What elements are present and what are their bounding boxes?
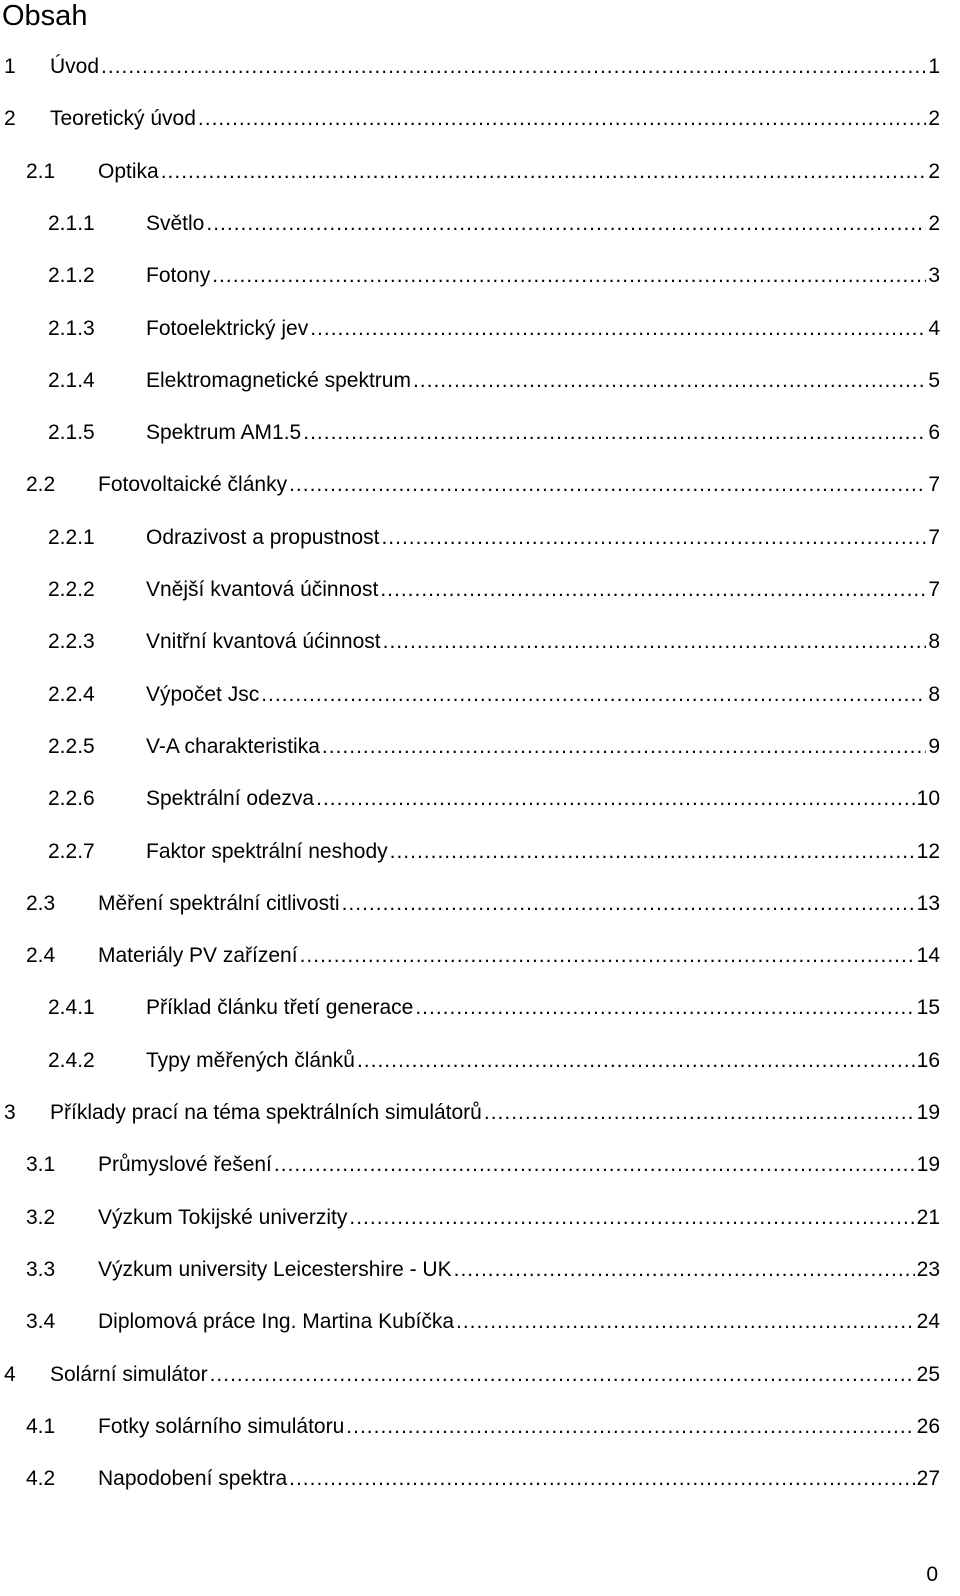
- toc-entry-text: [146, 209, 940, 239]
- toc-entry-text: [98, 889, 940, 919]
- toc-entry-label: Materiály PV zařízení: [98, 944, 298, 967]
- toc-entry-number: 2.3: [26, 892, 56, 915]
- toc-entry-number: 2.4.1: [48, 996, 95, 1019]
- toc-entry-page: 8: [928, 683, 940, 706]
- toc-entry-page: 7: [928, 526, 940, 549]
- toc-entry[interactable]: [0, 209, 940, 239]
- toc-leader-dots: [316, 784, 915, 814]
- toc-entry[interactable]: [0, 784, 940, 814]
- toc-entry[interactable]: [0, 680, 940, 710]
- toc-entry-number: 2.2: [26, 473, 56, 496]
- toc-leader-dots: [310, 314, 926, 344]
- toc-entry[interactable]: [0, 104, 940, 134]
- toc-entry[interactable]: [0, 1255, 940, 1285]
- toc-entry-label: Příklad článku třetí generace: [146, 996, 414, 1019]
- toc-leader-dots: [210, 1360, 915, 1390]
- toc-entry-number: 2.1: [26, 160, 56, 183]
- toc-entry-number: 2.1.1: [48, 212, 95, 235]
- toc-entry-text: [50, 1360, 940, 1390]
- toc-entry-label: V-A charakteristika: [146, 735, 320, 758]
- toc-entry-label: Vnitřní kvantová úćinnost: [146, 630, 381, 653]
- toc-entry[interactable]: [0, 418, 940, 448]
- toc-leader-dots: [206, 209, 926, 239]
- toc-leader-dots: [261, 680, 926, 710]
- toc-leader-dots: [274, 1150, 915, 1180]
- toc-leader-dots: [346, 1412, 914, 1442]
- toc-entry-page: 2: [928, 107, 940, 130]
- toc-entry-page: 19: [916, 1101, 940, 1124]
- toc-entry-text: [146, 837, 940, 867]
- toc-entry-number: 2.2.3: [48, 630, 95, 653]
- toc-entry-label: Fotky solárního simulátoru: [98, 1415, 345, 1438]
- toc-entry[interactable]: [0, 523, 940, 553]
- toc-entry-number: 3.3: [26, 1258, 56, 1281]
- toc-entry-label: Spektrum AM1.5: [146, 421, 302, 444]
- toc-entry-page: 7: [928, 578, 940, 601]
- page-number: 0: [926, 1563, 938, 1586]
- toc-entry-label: Typy měřených článků: [146, 1049, 355, 1072]
- toc-entry[interactable]: [0, 889, 940, 919]
- toc-entry[interactable]: [0, 1360, 940, 1390]
- toc-entry-number: 2.2.7: [48, 840, 95, 863]
- toc-entry-page: 3: [928, 264, 940, 287]
- toc-entry-text: [98, 1464, 940, 1494]
- toc-entry-text: [98, 157, 940, 187]
- toc-entry-text: [98, 1255, 940, 1285]
- toc-leader-dots: [322, 732, 926, 762]
- toc-entry-page: 7: [928, 473, 940, 496]
- toc-entry-page: 24: [916, 1310, 940, 1333]
- toc-entry[interactable]: [0, 314, 940, 344]
- toc-entry-number: 2.1.4: [48, 369, 95, 392]
- toc-entry-text: [146, 732, 940, 762]
- toc-entry-number: 3.1: [26, 1153, 56, 1176]
- toc-entry-page: 6: [928, 421, 940, 444]
- toc-entry[interactable]: [0, 157, 940, 187]
- toc-leader-dots: [456, 1307, 915, 1337]
- toc-entry-page: 4: [928, 317, 940, 340]
- toc-entry[interactable]: [0, 1464, 940, 1494]
- toc-entry-text: [50, 1098, 940, 1128]
- toc-entry-label: Solární simulátor: [50, 1363, 208, 1386]
- toc-entry-page: 9: [928, 735, 940, 758]
- toc-entry-page: 2: [928, 160, 940, 183]
- toc-entry-page: 25: [916, 1363, 940, 1386]
- toc-entry-number: 2.1.2: [48, 264, 95, 287]
- toc-entry[interactable]: [0, 993, 940, 1023]
- toc-leader-dots: [357, 1046, 915, 1076]
- toc-entry-label: Optika: [98, 160, 159, 183]
- toc-entry-text: [98, 1307, 940, 1337]
- toc-entry-text: [146, 627, 940, 657]
- toc-entry-text: [146, 575, 940, 605]
- toc-entry[interactable]: [0, 1203, 940, 1233]
- toc-entry-page: 12: [916, 840, 940, 863]
- toc-entry-number: 2.2.6: [48, 787, 95, 810]
- toc-entry-number: 2.2.2: [48, 578, 95, 601]
- toc-entry-number: 2.2.4: [48, 683, 95, 706]
- toc-entry-number: 2.2.5: [48, 735, 95, 758]
- toc-leader-dots: [212, 261, 926, 291]
- toc-entry-label: Příklady prací na téma spektrálních simulátorů: [50, 1101, 482, 1124]
- toc-leader-dots: [484, 1098, 915, 1128]
- toc-entry-label: Diplomová práce Ing. Martina Kubíčka: [98, 1310, 455, 1333]
- toc-entry-label: Odrazivost a propustnost: [146, 526, 380, 549]
- toc-entry[interactable]: [0, 1098, 940, 1128]
- toc-entry-page: 19: [916, 1153, 940, 1176]
- toc-leader-dots: [454, 1255, 915, 1285]
- toc-entry-label: Napodobení spektra: [98, 1467, 288, 1490]
- toc-entry[interactable]: [0, 366, 940, 396]
- toc-entry-label: Měření spektrální citlivosti: [98, 892, 340, 915]
- toc-leader-dots: [413, 366, 926, 396]
- toc-entry-page: 13: [916, 892, 940, 915]
- toc-leader-dots: [390, 837, 915, 867]
- toc-entry-number: 2.1.3: [48, 317, 95, 340]
- toc-entry-number: 3: [4, 1101, 16, 1124]
- toc-entry-page: 14: [916, 944, 940, 967]
- toc-entry-number: 4.1: [26, 1415, 56, 1438]
- toc-entry[interactable]: [0, 575, 940, 605]
- toc-entry[interactable]: [0, 627, 940, 657]
- toc-entry-text: [50, 52, 940, 82]
- toc-entry-text: [98, 941, 940, 971]
- toc-entry-text: [98, 1150, 940, 1180]
- toc-entry-label: Elektromagnetické spektrum: [146, 369, 411, 392]
- toc-entry-text: [50, 104, 940, 134]
- toc-entry-label: Faktor spektrální neshody: [146, 840, 388, 863]
- toc-entry-page: 21: [916, 1206, 940, 1229]
- toc-entry-label: Fotovoltaické články: [98, 473, 288, 496]
- toc-entry-text: [146, 1046, 940, 1076]
- toc-entry-label: Výpočet Jsc: [146, 683, 260, 706]
- toc-entry-number: 4: [4, 1363, 16, 1386]
- toc-leader-dots: [303, 418, 926, 448]
- toc-entry-text: [146, 993, 940, 1023]
- toc-entry-number: 2.4.2: [48, 1049, 95, 1072]
- toc-entry-text: [146, 523, 940, 553]
- toc-entry-label: Spektrální odezva: [146, 787, 315, 810]
- toc-entry-page: 27: [916, 1467, 940, 1490]
- toc-entry-page: 2: [928, 212, 940, 235]
- toc-entry[interactable]: [0, 941, 940, 971]
- toc-entry-page: 23: [916, 1258, 940, 1281]
- toc-leader-dots: [415, 993, 914, 1023]
- toc-leader-dots: [381, 523, 926, 553]
- toc-entry-number: 2: [4, 107, 16, 130]
- toc-entry-label: Teoretický úvod: [50, 107, 196, 130]
- toc-entry-page: 8: [928, 630, 940, 653]
- toc-entry-number: 3.4: [26, 1310, 56, 1333]
- toc-entry-label: Světlo: [146, 212, 205, 235]
- toc-entry-label: Úvod: [50, 55, 100, 78]
- toc-entry-page: 26: [916, 1415, 940, 1438]
- toc-title: Obsah: [2, 0, 88, 32]
- toc-entry-text: [146, 680, 940, 710]
- toc-entry-label: Fotoelektrický jev: [146, 317, 309, 340]
- toc-entry-page: 10: [916, 787, 940, 810]
- toc-leader-dots: [300, 941, 915, 971]
- toc-entry-text: [98, 470, 940, 500]
- toc-leader-dots: [101, 52, 926, 82]
- toc-entry-page: 16: [916, 1049, 940, 1072]
- toc-leader-dots: [289, 470, 926, 500]
- toc-entry-number: 1: [4, 55, 16, 78]
- toc-leader-dots: [349, 1203, 914, 1233]
- toc-entry-text: [146, 314, 940, 344]
- toc-entry-number: 4.2: [26, 1467, 56, 1490]
- toc-entry-label: Výzkum university Leicestershire - UK: [98, 1258, 452, 1281]
- toc-entry[interactable]: [0, 1046, 940, 1076]
- toc-entry[interactable]: [0, 261, 940, 291]
- toc-entry[interactable]: [0, 470, 940, 500]
- toc-entry[interactable]: [0, 1412, 940, 1442]
- toc-entry[interactable]: [0, 1150, 940, 1180]
- toc-leader-dots: [383, 627, 927, 657]
- toc-entry[interactable]: [0, 52, 940, 82]
- toc-entry-label: Vnější kvantová účinnost: [146, 578, 379, 601]
- toc-entry-text: [146, 366, 940, 396]
- toc-entry-label: Fotony: [146, 264, 211, 287]
- toc-leader-dots: [289, 1464, 915, 1494]
- toc-leader-dots: [198, 104, 926, 134]
- toc-entry-page: 1: [928, 55, 940, 78]
- toc-entry-number: 2.1.5: [48, 421, 95, 444]
- toc-entry-text: [98, 1412, 940, 1442]
- toc-entry[interactable]: [0, 837, 940, 867]
- toc-entry-page: 15: [916, 996, 940, 1019]
- toc-leader-dots: [342, 889, 915, 919]
- toc-entry-text: [146, 784, 940, 814]
- toc-entry-text: [146, 261, 940, 291]
- toc-entry-page: 5: [928, 369, 940, 392]
- toc-entry-number: 2.2.1: [48, 526, 95, 549]
- toc-entry-text: [98, 1203, 940, 1233]
- toc-entry-number: 3.2: [26, 1206, 56, 1229]
- toc-entry-label: Výzkum Tokijské univerzity: [98, 1206, 348, 1229]
- toc-entry-text: [146, 418, 940, 448]
- toc-entry[interactable]: [0, 732, 940, 762]
- toc-leader-dots: [380, 575, 926, 605]
- toc-entry-label: Průmyslové řešení: [98, 1153, 272, 1176]
- toc-leader-dots: [161, 157, 927, 187]
- toc-entry[interactable]: [0, 1307, 940, 1337]
- toc-entry-number: 2.4: [26, 944, 56, 967]
